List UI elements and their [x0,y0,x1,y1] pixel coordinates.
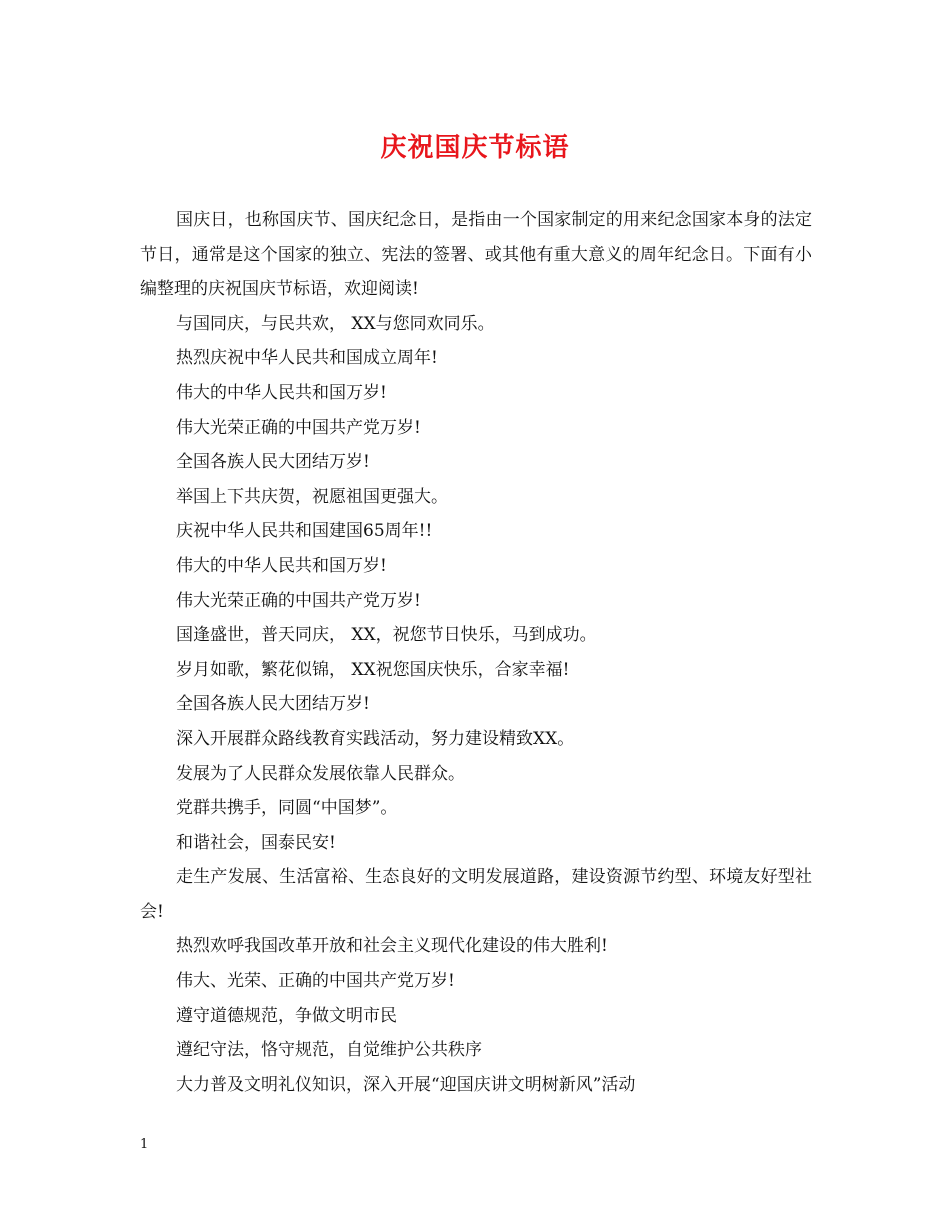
slogan-line: 深入开展群众路线教育实践活动，努力建设精致XX。 [176,728,575,749]
document-body [140,203,812,1102]
slogan-line: 伟大光荣正确的中国共产党万岁! [176,417,421,438]
slogan-line: 伟大光荣正确的中国共产党万岁! [176,590,421,611]
slogan-line: 岁月如歌，繁花似锦， XX祝您国庆快乐，合家幸福! [176,659,570,680]
slogan-line: 和谐社会，国泰民安! [176,832,336,853]
slogan-line: 热烈欢呼我国改革开放和社会主义现代化建设的伟大胜利! [176,936,608,957]
slogan-line: 热烈庆祝中华人民共和国成立周年! [176,348,438,369]
slogan-line: 遵纪守法，恪守规范，自觉维护公共秩序 [176,1040,482,1061]
slogan-line: 党群共携手，同圆“中国梦”。 [176,798,398,819]
slogan-line: 全国各族人民大团结万岁! [176,452,370,473]
slogan-line: 发展为了人民群众发展依靠人民群众。 [176,763,465,784]
document-title: 庆祝国庆节标语 [380,133,570,163]
slogan-line: 庆祝中华人民共和国建国65周年!! [176,521,433,542]
slogan-line: 伟大的中华人民共和国万岁! [176,555,387,576]
slogan-line: 国逢盛世，普天同庆， XX，祝您节日快乐，马到成功。 [176,625,597,646]
page-number: 1 [140,1137,149,1152]
slogan-line: 大力普及文明礼仪知识，深入开展“迎国庆讲文明树新风”活动 [176,1074,636,1095]
slogan-line: 伟大、光荣、正确的中国共产党万岁! [176,971,455,992]
slogan-line: 遵守道德规范，争做文明市民 [176,1005,397,1026]
slogan-line: 全国各族人民大团结万岁! [176,694,370,715]
intro-paragraph: 国庆日，也称国庆节、国庆纪念日，是指由一个国家制定的用来纪念国家本身的法定节日，通常是这个国家的独立、宪法的签署、或其他有重大意义的周年纪念日。下面有小编整理的庆祝国庆节标语，欢迎阅读! [140,210,812,300]
slogan-line: 举国上下共庆贺，祝愿祖国更强大。 [176,486,448,507]
slogan-line: 伟大的中华人民共和国万岁! [176,382,387,403]
slogan-line: 与国同庆，与民共欢， XX与您同欢同乐。 [176,313,495,334]
slogan-line: 走生产发展、生活富裕、生态良好的文明发展道路，建设资源节约型、环境友好型社会! [140,867,812,922]
